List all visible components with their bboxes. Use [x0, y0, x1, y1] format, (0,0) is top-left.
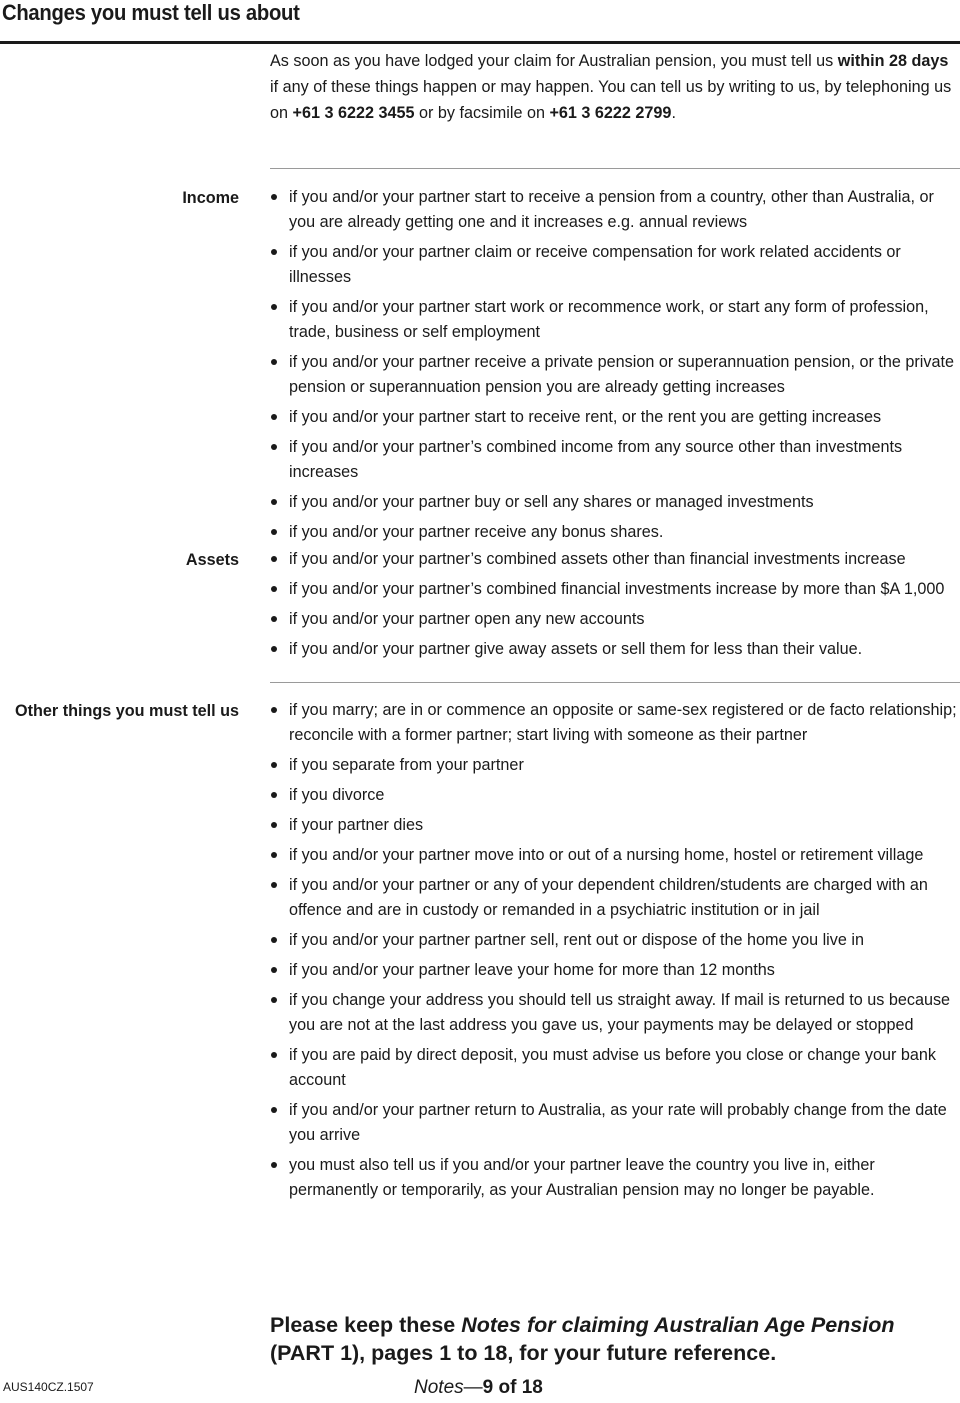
page-count: 9 of 18 [482, 1377, 543, 1398]
income-list-item: if you and/or your partner start to receive a pension from a country, other than Australia, or you are already getting one and it increases e.g. annual reviews [270, 185, 960, 235]
footer-note-prefix: Please keep these [270, 1313, 462, 1337]
footer-note-suffix: (PART 1), pages 1 to 18, for your future reference. [270, 1341, 777, 1365]
page-notes-label: Notes [414, 1377, 464, 1398]
income-list-item: if you and/or your partner start to receive rent, or the rent you are getting increases [270, 405, 960, 430]
section-divider [270, 682, 960, 683]
income-list-item: if you and/or your partner’s combined income from any source other than investments increases [270, 435, 960, 485]
phone-number: +61 3 6222 3455 [292, 104, 415, 122]
other-list-item: if you marry; are in or commence an opposite or same-sex registered or de facto relationship; reconcile with a former partner; start living with someone as their partner [270, 698, 960, 748]
page-dash: — [463, 1377, 483, 1398]
page-number [414, 1377, 543, 1399]
other-list-item: if you divorce [270, 783, 960, 808]
other-list-item: if you change your address you should tell us straight away. If mail is returned to us because you are not at the last address you gave us, your payments may be delayed or stopped [270, 988, 960, 1038]
intro-deadline: within 28 days [837, 52, 949, 70]
income-list-item: if you and/or your partner receive any bonus shares. [270, 520, 960, 545]
intro-paragraph [270, 48, 960, 126]
income-list-item: if you and/or your partner start work or recommence work, or start any form of profession, trade, business or self employment [270, 295, 960, 345]
section-label-income: Income [182, 189, 239, 207]
title-divider [0, 41, 960, 44]
assets-list-item: if you and/or your partner’s combined assets other than financial investments increase [270, 547, 960, 572]
footer-note [270, 1311, 960, 1367]
fax-number: +61 3 6222 2799 [549, 104, 672, 122]
income-list-item: if you and/or your partner receive a private pension or superannuation pension, or the private pension or superannuation pension you are already getting increases [270, 350, 960, 400]
other-list-item: if you are paid by direct deposit, you must advise us before you close or change your bank account [270, 1043, 960, 1093]
other-list-item: if you and/or your partner partner sell, rent out or dispose of the home you live in [270, 928, 960, 953]
income-list-item: if you and/or your partner buy or sell any shares or managed investments [270, 490, 960, 515]
other-list-item: if your partner dies [270, 813, 960, 838]
assets-list-item: if you and/or your partner open any new accounts [270, 607, 960, 632]
page-title: Changes you must tell us about [2, 0, 300, 25]
section-label-other: Other things you must tell us [15, 702, 239, 720]
document-code: AUS140CZ.1507 [3, 1380, 94, 1394]
other-list-item: if you and/or your partner leave your home for more than 12 months [270, 958, 960, 983]
other-list-item: if you separate from your partner [270, 753, 960, 778]
other-list-item: you must also tell us if you and/or your partner leave the country you live in, either permanently or temporarily, as your Australian pension may no longer be payable. [270, 1153, 960, 1203]
income-list [270, 185, 960, 550]
other-list-item: if you and/or your partner move into or out of a nursing home, hostel or retirement village [270, 843, 960, 868]
other-list-item: if you and/or your partner return to Australia, as your rate will probably change from the date you arrive [270, 1098, 960, 1148]
income-list-item: if you and/or your partner claim or receive compensation for work related accidents or illnesses [270, 240, 960, 290]
assets-list [270, 547, 960, 667]
section-label-assets: Assets [185, 551, 239, 569]
intro-text: or by facsimile on [414, 104, 550, 122]
intro-text: . [671, 104, 676, 122]
intro-text: As soon as you have lodged your claim for Australian pension, you must tell us [270, 52, 838, 70]
assets-list-item: if you and/or your partner give away assets or sell them for less than their value. [270, 637, 960, 662]
intro-text: if any of these things happen or may happen. You can tell us by writing to us, by telephoning us on [270, 78, 952, 122]
assets-list-item: if you and/or your partner’s combined financial investments increase by more than $A 1,000 [270, 577, 960, 602]
footer-note-title: Notes for claiming Australian Age Pension [461, 1313, 895, 1337]
other-list [270, 698, 960, 1208]
other-list-item: if you and/or your partner or any of your dependent children/students are charged with an offence and are in custody or remanded in a psychiatric institution or in jail [270, 873, 960, 923]
section-divider [270, 168, 960, 169]
